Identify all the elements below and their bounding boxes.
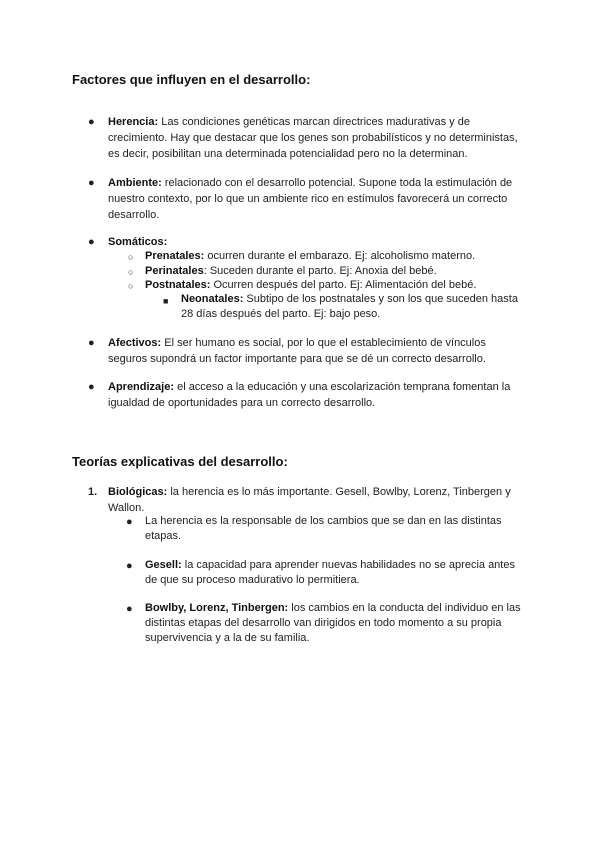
list-item-neonatales [181,292,521,322]
list-item-ambiente [108,175,528,223]
list-item-biologicas [108,484,528,516]
term: Prenatales: [145,250,205,262]
list-item-bowlby-lorenz-tinbergen [145,601,525,646]
item-text: la herencia es lo más importante. Gesell, Bowlby, Lorenz, Tinbergen y Wallon. [108,486,511,514]
bullet-disc-icon: ● [88,177,95,189]
list-item-gesell [145,558,525,588]
term: Biológicas: [108,486,168,498]
list-item-somaticos [108,234,528,250]
list-item-postnatales [145,278,525,293]
item-text: la capacidad para aprender nuevas habilidades no se aprecia antes de que su proceso madurativo lo permitiera. [145,559,515,586]
term: Neonatales: [181,293,244,305]
bullet-circle-icon: ○ [128,252,134,262]
bullet-disc-icon: ● [126,560,133,572]
item-text: Ocurren después del parto. Ej: Alimentación del bebé. [210,279,477,291]
item-text: : Suceden durante el parto. Ej: Anoxia del bebé. [203,265,437,277]
term: Herencia: [108,116,159,128]
bullet-circle-icon: ○ [128,267,134,277]
term: Postnatales: [145,279,211,291]
bullet-square-icon: ■ [163,296,169,306]
bullet-disc-icon: ● [126,516,133,528]
item-text: relacionado con el desarrollo potencial. Supone toda la estimulación de nuestro contexto, por lo que un ambiente rico en estímulos favorecerá un correcto desarrollo. [108,177,513,221]
bullet-disc-icon: ● [88,116,95,128]
term: Gesell: [145,559,182,571]
item-text: el acceso a la educación y una escolarización temprana fomentan la igualdad de oportunidades para un correcto desarrollo. [108,381,511,409]
term: Somáticos: [108,236,168,248]
term: Bowlby, Lorenz, Tinbergen: [145,602,289,614]
term: Perinatales [145,265,204,277]
term: Aprendizaje: [108,381,175,393]
item-text: Subtipo de los postnatales y son los que suceden hasta 28 días después del parto. Ej: bajo peso. [181,293,518,320]
list-item-perinatales [145,264,525,279]
bullet-circle-icon: ○ [128,281,134,291]
bullet-disc-icon: ● [88,236,95,248]
section-heading-teorias: Teorías explicativas del desarrollo: [72,454,288,469]
item-text: los cambios en la conducta del individuo en las distintas etapas del desarrollo van dirigidos en todo momento a su propia supervivencia y a la de su familia. [145,602,521,644]
list-item-herencia [108,114,528,162]
item-text: Las condiciones genéticas marcan directrices madurativas y de crecimiento. Hay que destacar que los genes son probabilísticos y no deterministas, es decir, posibilitan una determinada potencialidad pero no la determinan. [108,116,518,160]
list-item-afectivos [108,335,528,367]
bullet-disc-icon: ● [126,603,133,615]
bullet-disc-icon: ● [88,381,95,393]
term: Afectivos: [108,337,162,349]
list-item-herencia-responsable [145,514,525,544]
list-item-aprendizaje [108,379,528,411]
list-number: 1. [88,486,98,498]
bullet-disc-icon: ● [88,337,95,349]
list-item-prenatales [145,249,525,264]
item-text: ocurren durante el embarazo. Ej: alcoholismo materno. [204,250,476,262]
item-text: La herencia es la responsable de los cambios que se dan en las distintas etapas. [145,515,502,542]
section-heading-factores: Factores que influyen en el desarrollo: [72,72,311,87]
item-text: El ser humano es social, por lo que el establecimiento de vínculos seguros supondrá un factor importante para que se dé un correcto desarrollo. [108,337,486,365]
term: Ambiente: [108,177,162,189]
